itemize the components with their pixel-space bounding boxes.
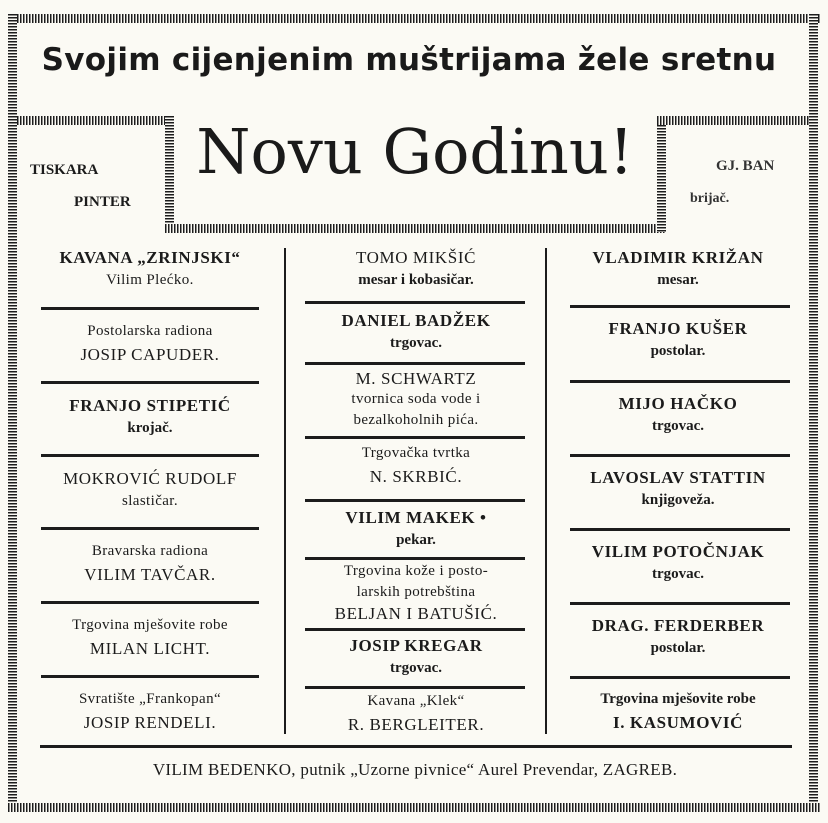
entry-divider <box>305 362 525 365</box>
entry-name: VLADIMIR KRIŽAN <box>592 248 764 267</box>
entry-name: MILAN LICHT. <box>89 639 211 658</box>
list-item <box>550 540 806 586</box>
entry-divider <box>305 499 525 502</box>
entry-divider <box>305 628 525 631</box>
header-divider-right <box>657 116 809 125</box>
entry-name: N. SKRBIĆ. <box>369 467 463 486</box>
left-box-line2: PINTER <box>74 194 131 210</box>
entry-detail: Trgovina mješovite robe <box>600 691 756 707</box>
entry-name: LAVOSLAV STATTIN <box>590 468 766 487</box>
entry-name: TOMO MIKŠIĆ <box>355 248 477 267</box>
entry-detail: pekar. <box>396 532 436 548</box>
list-item <box>288 690 544 736</box>
entry-detail: mesar. <box>657 272 699 288</box>
entry-detail: Vilim Plećko. <box>106 272 194 288</box>
footer-divider <box>40 745 792 748</box>
entry-detail: mesar i kobasičar. <box>358 272 474 288</box>
list-item <box>550 246 806 292</box>
entry-name: M. SCHWARTZ <box>355 369 477 388</box>
entry-detail: trgovac. <box>389 660 443 676</box>
entry-detail: Trgovačka tvrtka <box>361 445 471 461</box>
entry-name: BELJAN I BATUŠIĆ. <box>334 604 498 623</box>
entry-detail: bezalkoholnih pića. <box>353 412 479 428</box>
headline: Svojim cijenjenim muštrijama žele sretnu <box>41 42 777 78</box>
entry-detail: Trgovina kože i posto- <box>343 563 489 579</box>
entry-divider <box>570 528 790 531</box>
entry-divider <box>305 686 525 689</box>
entry-detail: trgovac. <box>651 418 705 434</box>
entry-detail: Svratište „Frankopan“ <box>78 691 222 707</box>
list-item <box>288 246 544 292</box>
outer-frame-bottom <box>8 803 820 812</box>
outer-frame-right <box>809 14 818 812</box>
entry-name: JOSIP KREGAR <box>349 636 483 655</box>
title-box-bottom <box>165 224 666 233</box>
entry-detail: krojač. <box>127 420 173 436</box>
title-box-right <box>657 116 666 232</box>
entry-name: DANIEL BADŽEK <box>341 311 491 330</box>
title-box-left <box>165 116 174 232</box>
entry-name: FRANJO STIPETIĆ <box>69 396 231 415</box>
list-item <box>288 506 544 552</box>
entry-divider <box>570 602 790 605</box>
page-title: Novu Godinu! <box>196 115 634 188</box>
list-item <box>20 320 280 366</box>
list-item <box>550 688 806 734</box>
entry-name: MIJO HAČKO <box>618 394 738 413</box>
entry-detail: postolar. <box>650 343 706 359</box>
list-item <box>288 442 544 488</box>
list-item <box>550 317 806 363</box>
footer-credit: VILIM BEDENKO, putnik „Uzorne pivnice“ Aurel Prevendar, ZAGREB. <box>152 760 678 779</box>
entry-name: FRANJO KUŠER <box>608 319 748 338</box>
list-item <box>20 394 280 440</box>
entry-name: R. BERGLEITER. <box>347 715 485 734</box>
entry-name: KAVANA „ZRINJSKI“ <box>59 248 241 267</box>
list-item <box>288 634 544 680</box>
right-box-line1: GJ. BAN <box>716 158 775 174</box>
list-item <box>550 466 806 512</box>
entry-divider <box>41 381 259 384</box>
left-box-line1: TISKARA <box>30 162 99 178</box>
header-divider-left <box>17 116 174 125</box>
list-item <box>288 561 544 624</box>
outer-frame-top <box>8 14 820 23</box>
entry-detail: trgovac. <box>389 335 443 351</box>
list-item <box>288 309 544 355</box>
entry-name: MOKROVIĆ RUDOLF <box>63 469 237 488</box>
entry-divider <box>41 601 259 604</box>
entry-name: JOSIP RENDELI. <box>83 713 217 732</box>
entry-divider <box>41 675 259 678</box>
list-item <box>550 392 806 438</box>
entry-divider <box>41 454 259 457</box>
column-divider-2 <box>545 248 547 734</box>
column-divider-1 <box>284 248 286 734</box>
right-box-line2: brijač. <box>690 191 730 206</box>
entry-divider <box>41 307 259 310</box>
entry-divider <box>570 380 790 383</box>
entry-name: I. KASUMOVIĆ <box>613 713 743 732</box>
entry-divider <box>570 454 790 457</box>
entry-detail: Bravarska radiona <box>91 543 209 559</box>
entry-detail: slastičar. <box>121 493 179 509</box>
entry-name: JOSIP CAPUDER. <box>80 345 220 364</box>
entry-detail: tvornica soda vode i <box>351 391 481 407</box>
entry-detail: trgovac. <box>651 566 705 582</box>
list-item <box>550 614 806 660</box>
entry-divider <box>570 676 790 679</box>
entry-name: VILIM TAVČAR. <box>84 565 216 584</box>
list-item <box>20 246 280 292</box>
list-item <box>20 614 280 660</box>
list-item <box>288 368 544 431</box>
entry-name: VILIM POTOČNJAK <box>591 542 765 561</box>
entry-divider <box>570 305 790 308</box>
entry-detail: knjigoveža. <box>641 492 715 508</box>
list-item <box>20 467 280 513</box>
entry-detail: Trgovina mješovite robe <box>72 617 228 633</box>
entry-divider <box>305 436 525 439</box>
entry-detail: Kavana „Klek“ <box>367 693 465 709</box>
entry-divider <box>41 527 259 530</box>
entry-divider <box>305 301 525 304</box>
entry-detail: postolar. <box>650 640 706 656</box>
entry-detail: larskih potrebština <box>356 584 476 600</box>
outer-frame-left <box>8 14 17 812</box>
list-item <box>20 688 280 734</box>
entry-divider <box>305 557 525 560</box>
entry-name: VILIM MAKEK • <box>345 508 487 527</box>
list-item <box>20 540 280 586</box>
entry-name: DRAG. FERDERBER <box>591 616 765 635</box>
entry-detail: Postolarska radiona <box>87 323 213 339</box>
